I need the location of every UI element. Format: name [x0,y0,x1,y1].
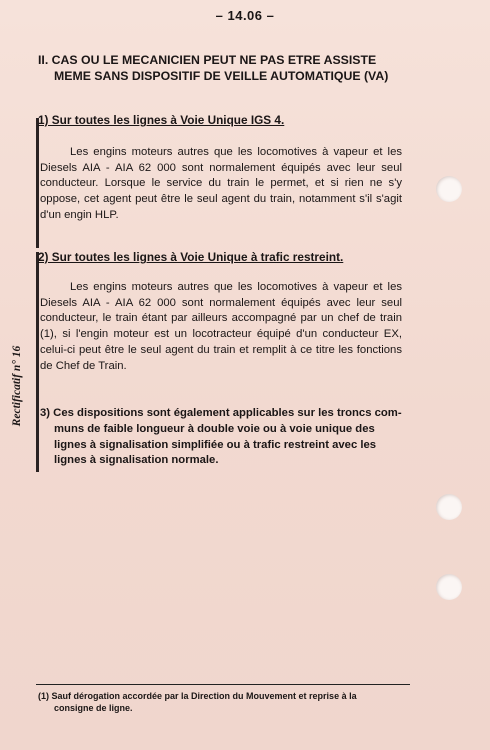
subsection-1-paragraph: Les engins moteurs autres que les locomotives à vapeur et les Diesels AIA - AIA 62 000 sont normalement équipés avec leur seul conducteur. Lorsque le service du train le permet, et si rien ne s'y oppose, cet agent peut être le seul agent du train, notamment s'il s'agit d'un engin HLP. [40,146,402,221]
section-title [38,52,418,84]
binder-hole [436,494,462,520]
side-label [7,330,27,450]
revision-bar [36,118,39,248]
binder-hole [436,574,462,600]
revision-label: Rectificatif n° 16 [11,345,23,427]
subsection-1-heading: 1) Sur toutes les lignes à Voie Unique IGS 4. [38,113,285,127]
subsection-3-paragraph: 3) Ces dispositions sont également applicables sur les troncs com- muns de faible longueur à double voie ou à voie unique des lignes à signalisation simplifiée ou à trafic restreint avec les lignes à signalisation normale. [40,407,402,467]
revision-bar [36,252,39,430]
subsection-2-heading: 2) Sur toutes les lignes à Voie Unique à trafic restreint. [38,250,344,264]
footnote: (1) Sauf dérogation accordée par la Direction du Mouvement et reprise à la consigne de ligne. [38,691,357,713]
revision-bar [36,406,39,472]
section-title-line-1: II. CAS OU LE MECANICIEN PEUT NE PAS ETRE ASSISTE [38,53,377,67]
footnote-rule [36,684,410,685]
subsection-2-paragraph: Les engins moteurs autres que les locomotives à vapeur et les Diesels AIA - AIA 62 000 sont normalement équipés avec leur seul conducteur, le train étant par ailleurs accompagné par un chef de train (1), si l'engin moteur est un locotracteur équipé d'un conducteur EX, celui-ci peut être le seul agent du train et remplit à ce titre les fonctions de Chef de Train. [40,281,402,372]
binder-hole [436,176,462,202]
section-title-line-2: MEME SANS DISPOSITIF DE VEILLE AUTOMATIQUE (VA) [54,69,389,83]
page-number: – 14.06 – [215,8,275,23]
